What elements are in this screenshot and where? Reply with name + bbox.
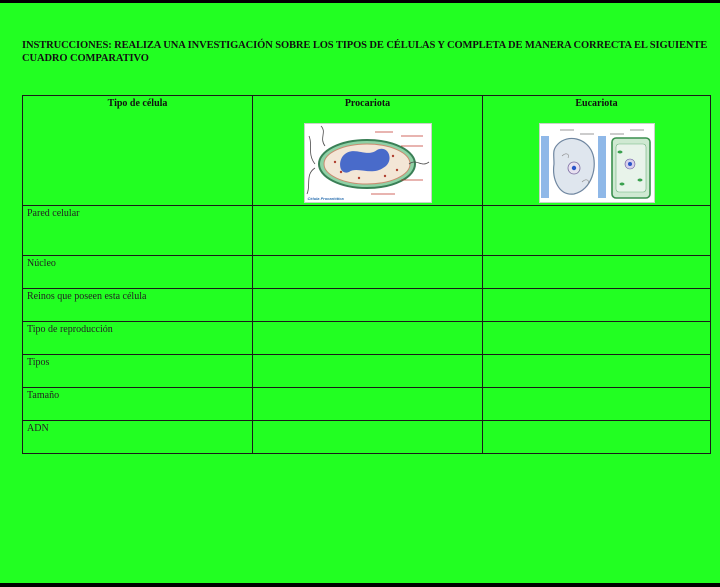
eukaryote-diagram <box>540 124 654 202</box>
row-label: Tipo de reproducción <box>27 324 113 335</box>
header-cell-eukaryote <box>483 96 711 206</box>
header-type-label: Tipo de célula <box>107 98 168 109</box>
eukaryote-answer-cell[interactable] <box>483 388 711 421</box>
row-label-cell <box>23 256 253 289</box>
row-label: ADN <box>27 423 49 434</box>
row-label-cell <box>23 388 253 421</box>
prokaryote-answer-cell[interactable] <box>253 206 483 256</box>
table-header-row <box>23 96 711 206</box>
table-row <box>23 206 711 256</box>
instructions-text: INSTRUCCIONES: REALIZA UNA INVESTIGACIÓN SOBRE LOS TIPOS DE CÉLULAS Y COMPLETA DE MANERA CORRECTA EL SIGUIENTE CUADRO COMPARATIVO <box>22 40 708 64</box>
prokaryote-answer-cell[interactable] <box>253 322 483 355</box>
prokaryote-cell-image <box>304 123 432 203</box>
table-row <box>23 421 711 454</box>
eukaryote-cell-image <box>539 123 655 203</box>
row-label: Pared celular <box>27 208 80 219</box>
row-label-cell <box>23 421 253 454</box>
row-label-cell <box>23 355 253 388</box>
row-label: Tipos <box>27 357 50 368</box>
eukaryote-answer-cell[interactable] <box>483 206 711 256</box>
row-label-cell <box>23 289 253 322</box>
table-row <box>23 256 711 289</box>
table-row <box>23 355 711 388</box>
header-prokaryote-label: Procariota <box>344 98 391 109</box>
row-label: Tamaño <box>27 390 60 401</box>
row-label-cell <box>23 206 253 256</box>
table-row <box>23 289 711 322</box>
eukaryote-answer-cell[interactable] <box>483 322 711 355</box>
prokaryote-diagram <box>305 124 431 202</box>
header-cell-type <box>23 96 253 206</box>
comparison-table <box>22 95 711 454</box>
header-eukaryote-label: Eucariota <box>575 98 618 109</box>
header-cell-prokaryote <box>253 96 483 206</box>
eukaryote-answer-cell[interactable] <box>483 421 711 454</box>
document-page <box>0 3 720 583</box>
table-row <box>23 322 711 355</box>
eukaryote-answer-cell[interactable] <box>483 289 711 322</box>
row-label-cell <box>23 322 253 355</box>
prokaryote-answer-cell[interactable] <box>253 289 483 322</box>
prokaryote-image-caption: Célula Procariótica <box>307 196 344 201</box>
row-label: Núcleo <box>27 258 56 269</box>
prokaryote-answer-cell[interactable] <box>253 256 483 289</box>
prokaryote-answer-cell[interactable] <box>253 421 483 454</box>
prokaryote-answer-cell[interactable] <box>253 355 483 388</box>
eukaryote-answer-cell[interactable] <box>483 355 711 388</box>
row-label: Reinos que poseen esta célula <box>27 291 147 302</box>
prokaryote-answer-cell[interactable] <box>253 388 483 421</box>
table-row <box>23 388 711 421</box>
eukaryote-answer-cell[interactable] <box>483 256 711 289</box>
